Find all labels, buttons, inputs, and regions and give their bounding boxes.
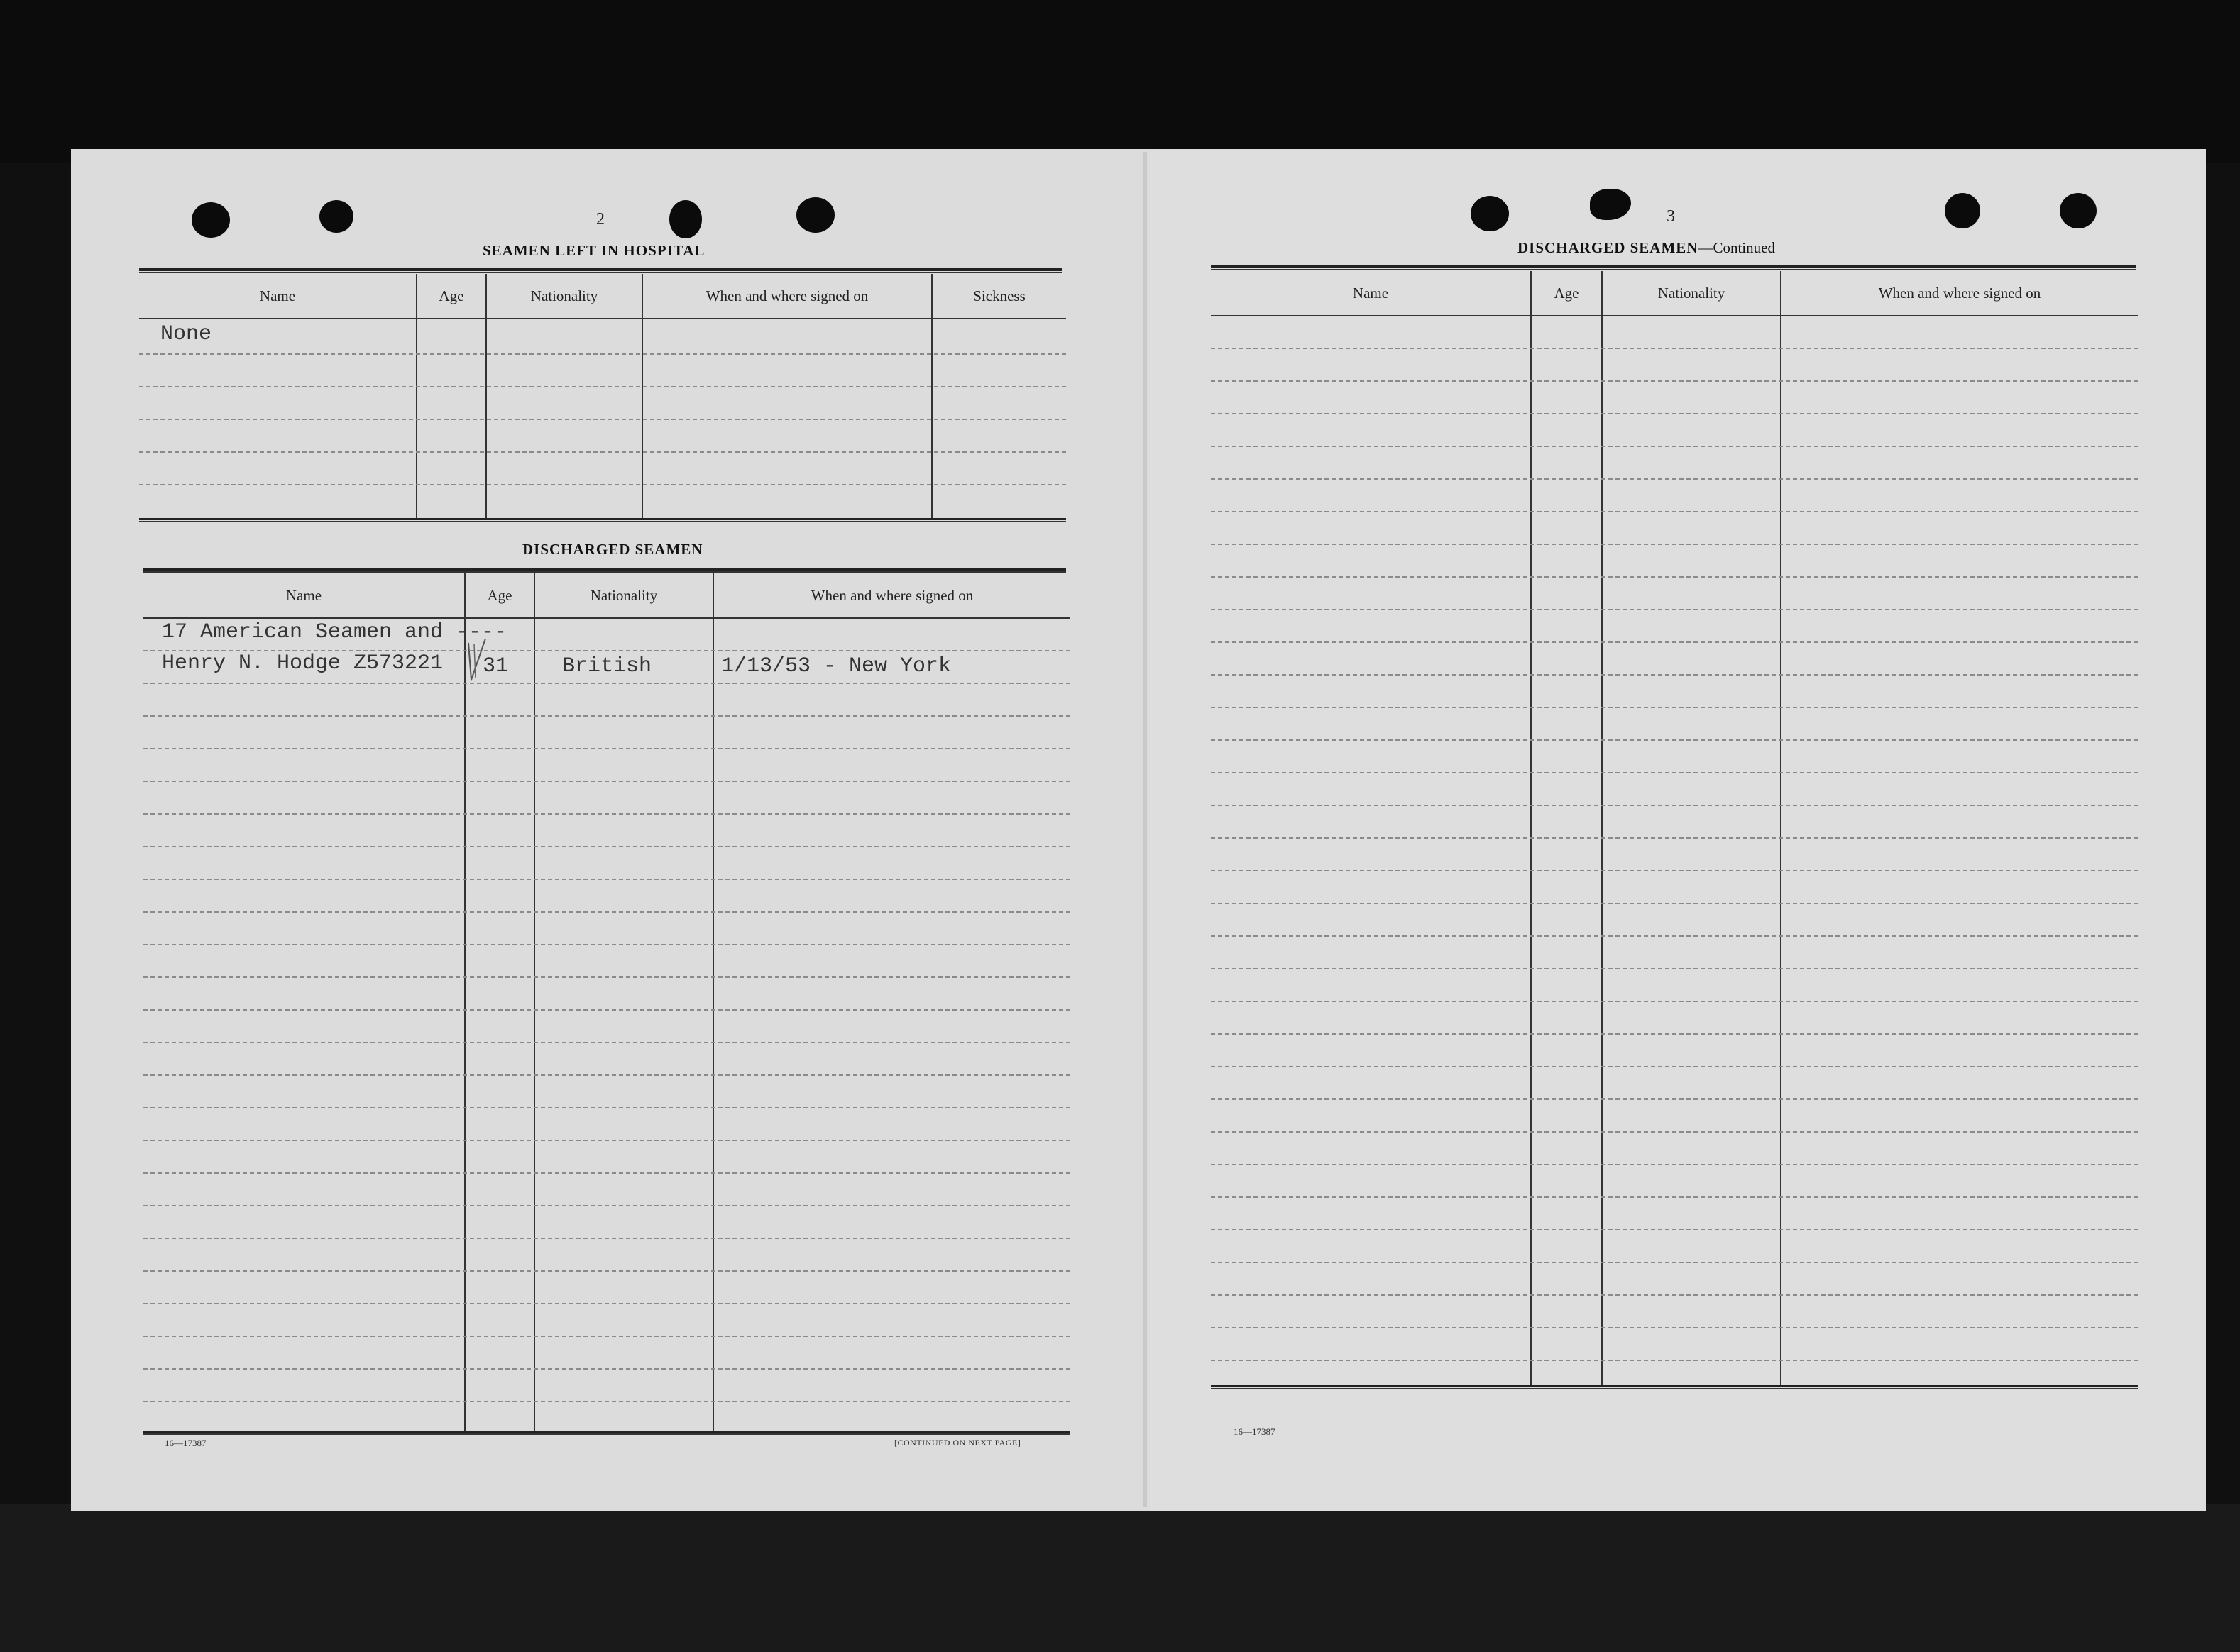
- discharged-row-2-nationality: British: [562, 654, 652, 678]
- table-bottom-rule: [143, 1431, 1070, 1435]
- row-line: [143, 781, 1070, 782]
- row-line: [143, 748, 1070, 749]
- row-line: [1211, 446, 2138, 447]
- row-line: [143, 1074, 1070, 1076]
- row-line: [1211, 772, 2138, 773]
- scan-background-top: [0, 0, 2240, 163]
- row-line: [1211, 674, 2138, 676]
- page-fold: [1143, 152, 1147, 1507]
- discharged-row-2-age: 31: [483, 654, 509, 678]
- row-line: [143, 1270, 1070, 1272]
- row-line: [143, 879, 1070, 880]
- row-line: [1211, 511, 2138, 512]
- row-line: [143, 813, 1070, 815]
- row-line: [143, 1336, 1070, 1337]
- column-header-name: Name: [259, 287, 296, 304]
- continued-note: [CONTINUED ON NEXT PAGE]: [894, 1438, 1021, 1448]
- discharged-continued-table: [1211, 271, 2138, 1570]
- row-line: [1211, 1327, 2138, 1328]
- row-line: [1211, 870, 2138, 871]
- punch-hole: [1471, 196, 1509, 231]
- row-line: [1211, 576, 2138, 578]
- page-number: 2: [596, 210, 605, 228]
- row-line: [143, 683, 1070, 684]
- column-header-age: Age: [439, 287, 464, 304]
- row-line: [143, 911, 1070, 913]
- section-rule: [139, 268, 1062, 273]
- hospital-section-title: SEAMEN LEFT IN HOSPITAL: [483, 242, 706, 259]
- discharged-row-1-name: 17 American Seamen and: [162, 620, 444, 644]
- column-header-name: Name: [285, 586, 322, 604]
- row-line: [1211, 380, 2138, 382]
- row-line: [139, 451, 1066, 453]
- row-line: [1211, 1001, 2138, 1002]
- row-line: [1211, 544, 2138, 545]
- row-line: [1211, 641, 2138, 643]
- left-page: [71, 149, 1150, 1511]
- row-line: [143, 1238, 1070, 1239]
- title-main: DISCHARGED SEAMEN: [1517, 239, 1698, 256]
- row-line: [1211, 1066, 2138, 1067]
- punch-hole: [669, 200, 702, 238]
- column-divider: [1601, 271, 1603, 1385]
- right-page: [1150, 149, 2206, 1511]
- row-line: [143, 715, 1070, 717]
- column-divider: [1780, 271, 1781, 1385]
- column-header-signed-on: When and where signed on: [706, 287, 869, 304]
- punch-hole: [192, 202, 230, 238]
- row-line: [143, 1303, 1070, 1304]
- row-line: [1211, 968, 2138, 969]
- row-line: [143, 1205, 1070, 1206]
- column-divider: [416, 274, 417, 519]
- row-line: [1211, 609, 2138, 610]
- form-number: 16—17387: [1234, 1426, 1275, 1437]
- row-line: [139, 386, 1066, 387]
- row-line: [143, 976, 1070, 978]
- row-line: [1211, 707, 2138, 708]
- row-line: [143, 1401, 1070, 1402]
- row-line: [1211, 1164, 2138, 1165]
- column-header-nationality: Nationality: [530, 287, 598, 304]
- row-line: [1211, 935, 2138, 937]
- discharged-row-2-signed-on: 1/13/53 - New York: [721, 654, 952, 678]
- column-divider: [1530, 271, 1532, 1385]
- hospital-entry: None: [160, 322, 212, 346]
- row-line: [143, 1042, 1070, 1043]
- table-bottom-rule: [1211, 1385, 2138, 1389]
- column-divider: [642, 274, 643, 519]
- row-line: [1211, 1098, 2138, 1100]
- column-header-nationality: Nationality: [590, 586, 658, 604]
- row-line: [139, 484, 1066, 485]
- row-line: [143, 1172, 1070, 1174]
- discharged-continued-header: [1211, 271, 2138, 316]
- column-header-age: Age: [1554, 284, 1579, 302]
- punch-hole: [1945, 193, 1980, 228]
- row-line: [143, 1140, 1070, 1141]
- title-continued: —Continued: [1698, 239, 1775, 256]
- row-line: [1211, 1262, 2138, 1263]
- row-line: [1211, 1229, 2138, 1230]
- punch-hole: [796, 197, 835, 233]
- hospital-table: [139, 274, 1066, 522]
- column-header-name: Name: [1352, 284, 1389, 302]
- discharged-section-title: DISCHARGED SEAMEN: [522, 541, 703, 558]
- form-number: 16—17387: [165, 1438, 207, 1448]
- row-line: [1211, 805, 2138, 806]
- hospital-table-header: [139, 274, 1066, 319]
- column-header-signed-on: When and where signed on: [811, 586, 974, 604]
- row-line: [143, 1368, 1070, 1370]
- row-line: [1211, 837, 2138, 839]
- row-line: [1211, 413, 2138, 414]
- row-line: [1211, 1131, 2138, 1133]
- check-mark-icon: [464, 636, 488, 685]
- row-line: [139, 353, 1066, 355]
- column-divider: [931, 274, 933, 519]
- row-line: [143, 1107, 1070, 1108]
- discharged-row-1-dash: ----: [456, 620, 507, 644]
- column-header-nationality: Nationality: [1657, 284, 1725, 302]
- row-line: [139, 419, 1066, 420]
- section-rule: [143, 568, 1066, 573]
- row-line: [1211, 1033, 2138, 1035]
- row-line: [1211, 903, 2138, 904]
- row-line: [1211, 348, 2138, 349]
- row-line: [143, 1009, 1070, 1011]
- column-header-signed-on: When and where signed on: [1878, 284, 2041, 302]
- page-number: 3: [1667, 207, 1675, 226]
- column-header-age: Age: [487, 586, 512, 604]
- row-line: [1211, 478, 2138, 480]
- section-rule: [1211, 265, 2136, 270]
- row-line: [1211, 739, 2138, 741]
- column-divider: [485, 274, 487, 519]
- row-line: [143, 846, 1070, 847]
- row-line: [1211, 1294, 2138, 1296]
- discharged-row-2-name: Henry N. Hodge Z573221: [162, 651, 444, 676]
- punch-hole: [319, 200, 353, 233]
- punch-hole: [2060, 193, 2097, 228]
- row-line: [1211, 1196, 2138, 1198]
- table-bottom-rule: [139, 518, 1066, 522]
- discharged-table-header: [143, 573, 1070, 619]
- column-header-sickness: Sickness: [973, 287, 1026, 304]
- row-line: [143, 944, 1070, 945]
- row-line: [1211, 1360, 2138, 1361]
- punch-hole: [1590, 189, 1631, 220]
- discharged-continued-title: [1517, 239, 1775, 257]
- discharged-table: [143, 573, 1070, 1439]
